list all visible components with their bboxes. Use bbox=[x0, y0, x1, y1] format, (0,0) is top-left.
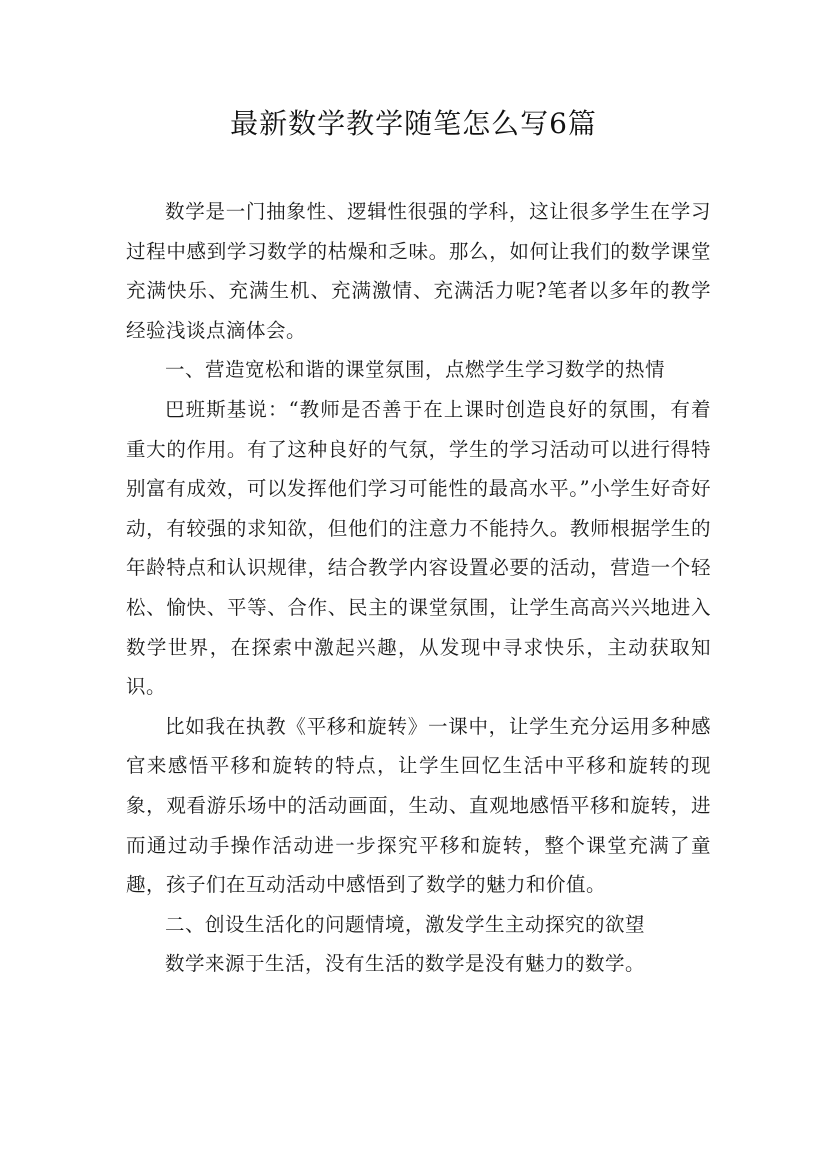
section-heading-2: 二、创设生活化的问题情境，激发学生主动探究的欲望 bbox=[165, 912, 646, 936]
document-body bbox=[126, 192, 711, 984]
document-title: 最新数学教学随笔怎么写6篇 bbox=[230, 107, 597, 140]
paragraph-quote: 巴班斯基说：“教师是否善于在上课时创造良好的氛围，有着重大的作用。有了这种良好的气氛，学生的学习活动可以进行得特别富有成效，可以发挥他们学习可能性的最高水平。”小学生好奇好动，有较强的求知欲，但他们的注意力不能持久。教师根据学生的年龄特点和认识规律，结合教学内容设置必要的活动，营造一个轻松、愉快、平等、合作、民主的课堂氛围，让学生高高兴兴地进入数学世界，在探索中激起兴趣，从发现中寻求快乐，主动获取知识。 bbox=[126, 397, 711, 699]
paragraph-intro: 数学是一门抽象性、逻辑性很强的学科，这让很多学生在学习过程中感到学习数学的枯燥和乏味。那么，如何让我们的数学课堂充满快乐、充满生机、充满激情、充满活力呢?笔者以多年的教学经验浅谈点滴体会。 bbox=[126, 200, 711, 342]
paragraph-life-math: 数学来源于生活，没有生活的数学是没有魅力的数学。 bbox=[165, 952, 646, 976]
section-heading-1: 一、营造宽松和谐的课堂氛围，点燃学生学习数学的热情 bbox=[165, 358, 666, 382]
paragraph-example: 比如我在执教《平移和旋转》一课中，让学生充分运用多种感官来感悟平移和旋转的特点，让学生回忆生活中平移和旋转的现象，观看游乐场中的活动画面，生动、直观地感悟平移和旋转，进而通过动手操作活动进一步探究平移和旋转，整个课堂充满了童趣，孩子们在互动活动中感悟到了数学的魅力和价值。 bbox=[126, 714, 711, 897]
